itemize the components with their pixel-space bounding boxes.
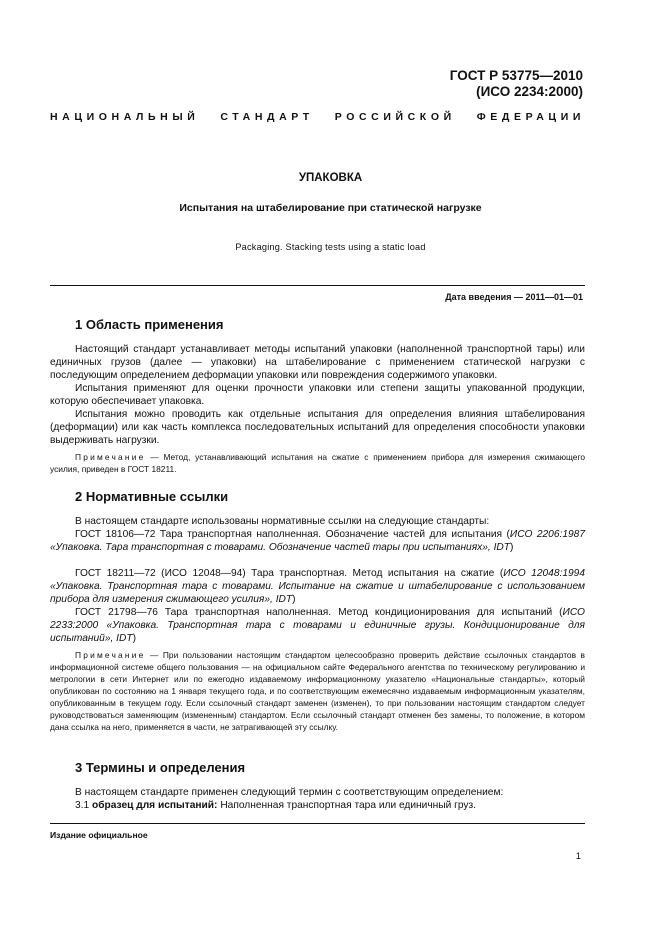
note-label: Примечание <box>75 452 146 462</box>
document-designation <box>450 68 583 100</box>
reference-tail: ) <box>510 542 514 553</box>
note-text: — При пользовании настоящим стандартом целесообразно проверить действие ссылочных стандартов в информационной системе общего пользования — на официальном сайте Федерального агентства по техническому регулированию и метрологии в сети Интернет или по ежегодно издаваемому информационному указателю «Национальные стандарты», который опубликован по состоянию на 1 января текущего года, и по соответствующим ежемесячно издаваемым информационным указателям, опубликованным в текущем году. Если ссылочный стандарт заменен (изменен), то при пользовании настоящим стандартом следует руководствоваться заменяющим (измененным) стандартом. Если ссылочный стандарт отменен без замены, то положение, в котором дана ссылка на него, применяется в части, не затрагивающей эту ссылку. <box>50 650 585 732</box>
section-1-heading: 1 Область применения <box>75 317 224 332</box>
reference-iso: ИСО 12048:1994 «Упаковка. Транспортная тара с товарами. Испытание на сжатие и штабелирование с использованием прибора для измерения сжимающего усилия», IDT <box>50 568 586 605</box>
document-subtitle: Испытания на штабелирование при статической нагрузке <box>179 202 482 214</box>
page-number: 1 <box>575 851 581 862</box>
section-2-note <box>50 649 585 733</box>
term-number: 3.1 <box>75 800 90 811</box>
section-1-paragraph: Настоящий стандарт устанавливает методы испытаний упаковки (наполненной транспортной тары) или единичных грузов (далее — упаковки) на штабелирование с применением статической нагрузки с последующим определением деформации упаковки или повреждения содержимого упаковки. <box>50 344 585 381</box>
gost-number: ГОСТ Р 53775—2010 <box>449 68 583 83</box>
reference-text: ГОСТ 21798—76 Тара транспортная наполненная. Метод кондиционирования для испытаний ( <box>75 607 563 618</box>
section-2-intro: В настоящем стандарте использованы нормативные ссылки на следующие стандарты: <box>75 516 490 527</box>
section-1-paragraph: Испытания применяют для оценки прочности упаковки или степени защиты упакованной продукции, которую обеспечивает упаковка. <box>50 383 585 407</box>
iso-number: (ИСО 2234:2000) <box>476 84 583 99</box>
normative-reference <box>50 606 585 645</box>
term-name: образец для испытаний: <box>92 800 218 811</box>
effective-date: Дата введения — 2011—01—01 <box>445 292 583 302</box>
note-text: — Метод, устанавливающий испытания на сжатие с применением прибора для измерения сжимающего усилия, приведен в ГОСТ 18211. <box>50 452 585 474</box>
section-1-paragraph: Испытания можно проводить как отдельные испытания для определения влияния штабелирования (деформации) или как часть комплекса последовательных испытаний для определения способности упаковки выдерживать нагрузки. <box>50 409 585 446</box>
normative-reference <box>50 528 585 554</box>
reference-tail: ) <box>292 594 296 605</box>
footer-divider <box>50 823 585 824</box>
reference-iso: ИСО 2233:2000 «Упаковка. Транспортная тара с товарами и единичные грузы. Кондиционирование для испытаний», IDT <box>50 607 585 644</box>
section-1-note <box>50 451 585 475</box>
document-title: УПАКОВКА <box>298 172 363 184</box>
national-standard-banner: НАЦИОНАЛЬНЫЙ СТАНДАРТ РОССИЙСКОЙ ФЕДЕРАЦИИ <box>50 111 585 123</box>
term-definition-text: Наполненная транспортная тара или единичный груз. <box>220 800 477 811</box>
normative-reference <box>50 567 585 606</box>
section-2-heading: 2 Нормативные ссылки <box>75 489 229 504</box>
edition-label: Издание официальное <box>50 830 148 840</box>
english-title: Packaging. Stacking tests using a static load <box>235 242 426 252</box>
section-3-intro: В настоящем стандарте применен следующий термин с соответствующим определением: <box>75 787 504 798</box>
reference-text: ГОСТ 18211—72 (ИСО 12048—94) Тара транспортная. Метод испытания на сжатие ( <box>75 568 504 579</box>
term-definition <box>50 799 585 812</box>
reference-text: ГОСТ 18106—72 Тара транспортная наполненная. Обозначение частей для испытания ( <box>75 529 510 540</box>
note-label: Примечание <box>75 650 146 660</box>
header-divider <box>50 285 585 286</box>
section-3-heading: 3 Термины и определения <box>75 760 246 775</box>
reference-tail: ) <box>132 633 136 644</box>
reference-iso: ИСО 2206:1987 «Упаковка. Тара транспортная с товарами. Обозначение частей тары при испытаниях», IDT <box>50 529 585 553</box>
